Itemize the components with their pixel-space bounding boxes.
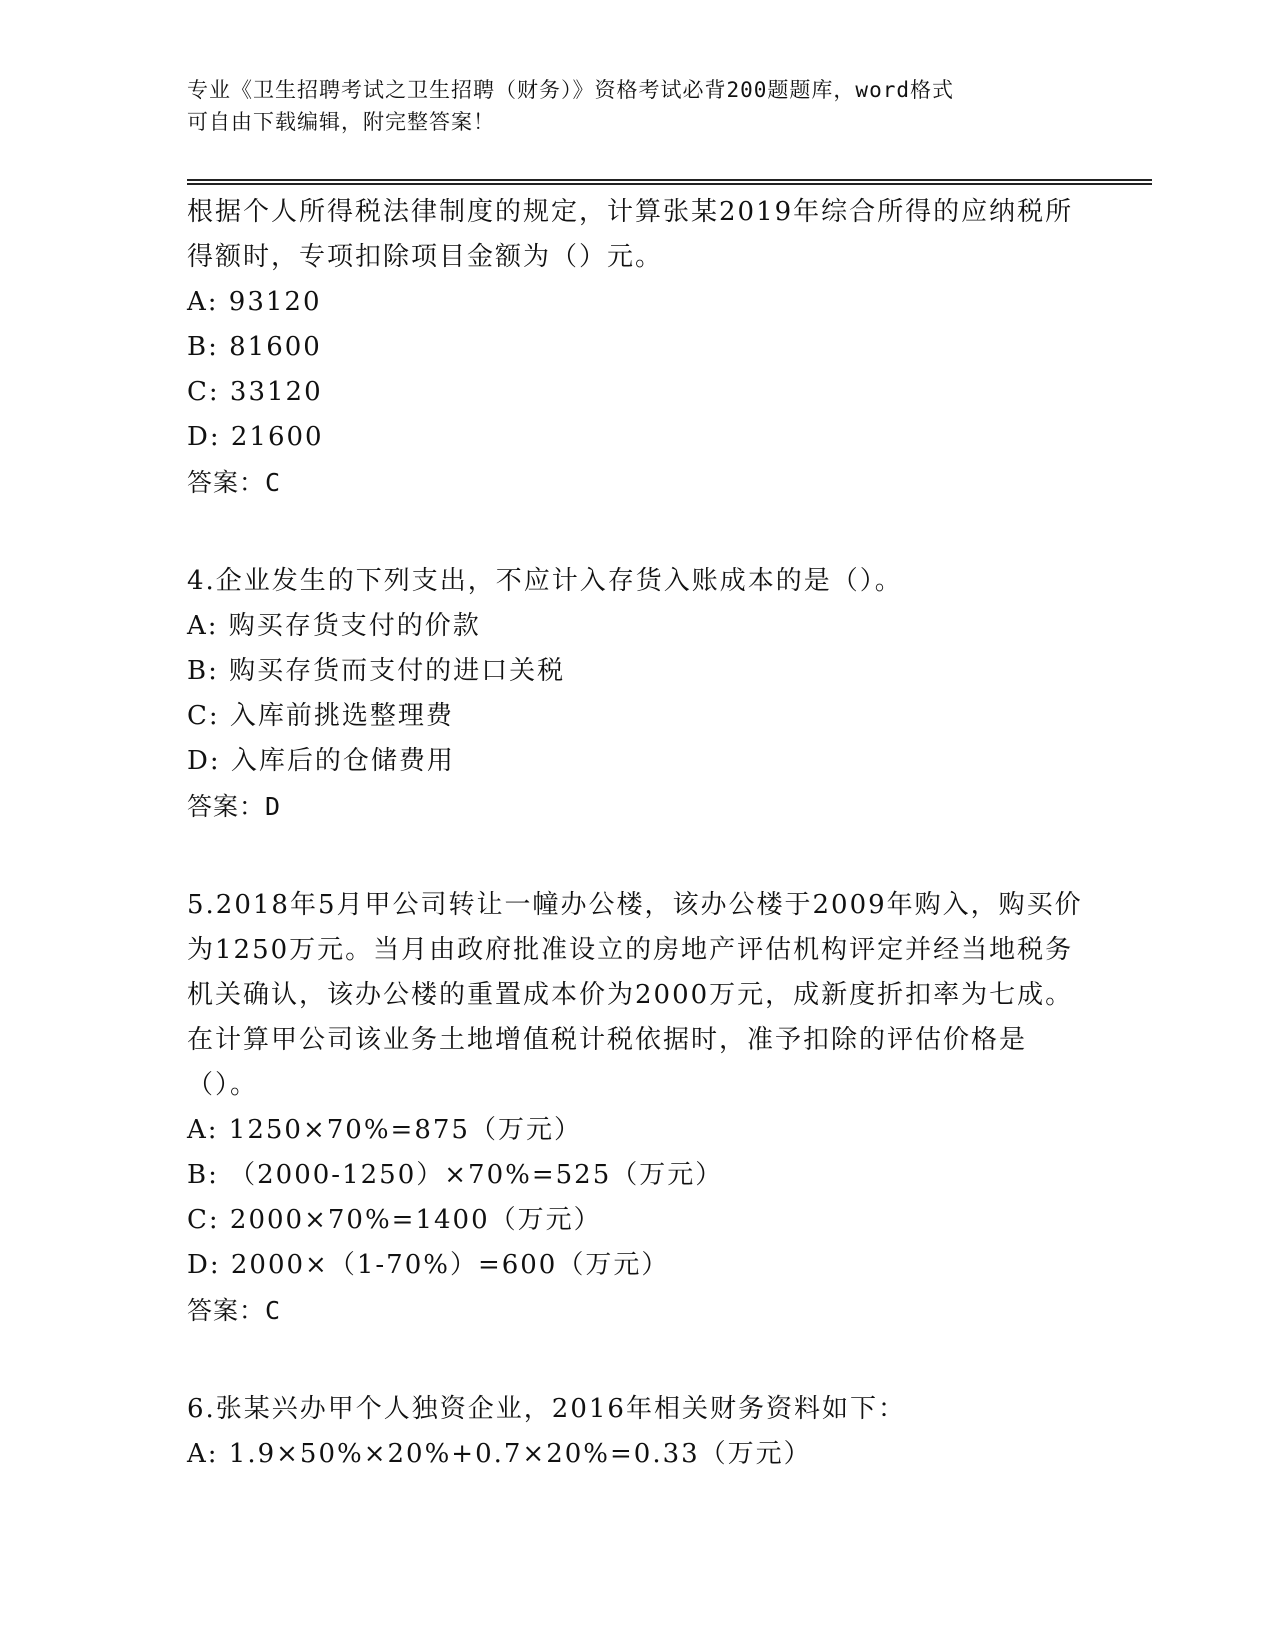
question-text: 根据个人所得税法律制度的规定，计算张某2019年综合所得的应纳税所得额时，专项扣除项目金额为（）元。: [187, 197, 1074, 272]
question-block: [187, 190, 1087, 505]
header-title-line-1: 专业《卫生招聘考试之卫生招聘（财务）》资格考试必背200题题库，word格式: [187, 78, 954, 102]
option-a: A: 1.9×50%×20%+0.7×20%=0.33（万元）: [187, 1439, 812, 1469]
option-c: C: 33120: [187, 377, 323, 407]
question-block: [187, 1387, 1087, 1477]
option-b: B: 81600: [187, 332, 322, 362]
document-header: [187, 74, 1067, 138]
option-b: B: （2000-1250）×70%=525（万元）: [187, 1160, 724, 1190]
question-text: 4.企业发生的下列支出，不应计入存货入账成本的是（）。: [187, 566, 903, 596]
option-a: A: 1250×70%=875（万元）: [187, 1115, 582, 1145]
option-a: A: 购买存货支付的价款: [187, 611, 481, 641]
header-divider-bottom: [187, 183, 1152, 185]
question-text: 6.张某兴办甲个人独资企业，2016年相关财务资料如下：: [187, 1394, 906, 1424]
option-d: D: 2000×（1-70%）=600（万元）: [187, 1250, 670, 1280]
option-c: C: 2000×70%=1400（万元）: [187, 1205, 602, 1235]
header-title-line-2: 可自由下载编辑，附完整答案！: [187, 110, 495, 134]
question-block: [187, 559, 1087, 829]
option-d: D: 21600: [187, 422, 324, 452]
spacer: [187, 1333, 1087, 1387]
answer-line: 答案：C: [187, 468, 282, 497]
spacer: [187, 505, 1087, 559]
question-list: [187, 190, 1087, 1477]
option-d: D: 入库后的仓储费用: [187, 746, 455, 776]
spacer: [187, 829, 1087, 883]
header-divider-top: [187, 179, 1152, 181]
option-a: A: 93120: [187, 287, 322, 317]
option-b: B: 购买存货而支付的进口关税: [187, 656, 566, 686]
answer-line: 答案：D: [187, 792, 282, 821]
question-block: [187, 883, 1087, 1333]
question-text: 5.2018年5月甲公司转让一幢办公楼，该办公楼于2009年购入，购买价为1250万元。当月由政府批准设立的房地产评估机构评定并经当地税务机关确认，该办公楼的重置成本价为2000万元，成新度折扣率为七成。在计算甲公司该业务土地增值税计税依据时，准予扣除的评估价格是（）。: [187, 890, 1083, 1100]
option-c: C: 入库前挑选整理费: [187, 701, 454, 731]
answer-line: 答案：C: [187, 1296, 282, 1325]
